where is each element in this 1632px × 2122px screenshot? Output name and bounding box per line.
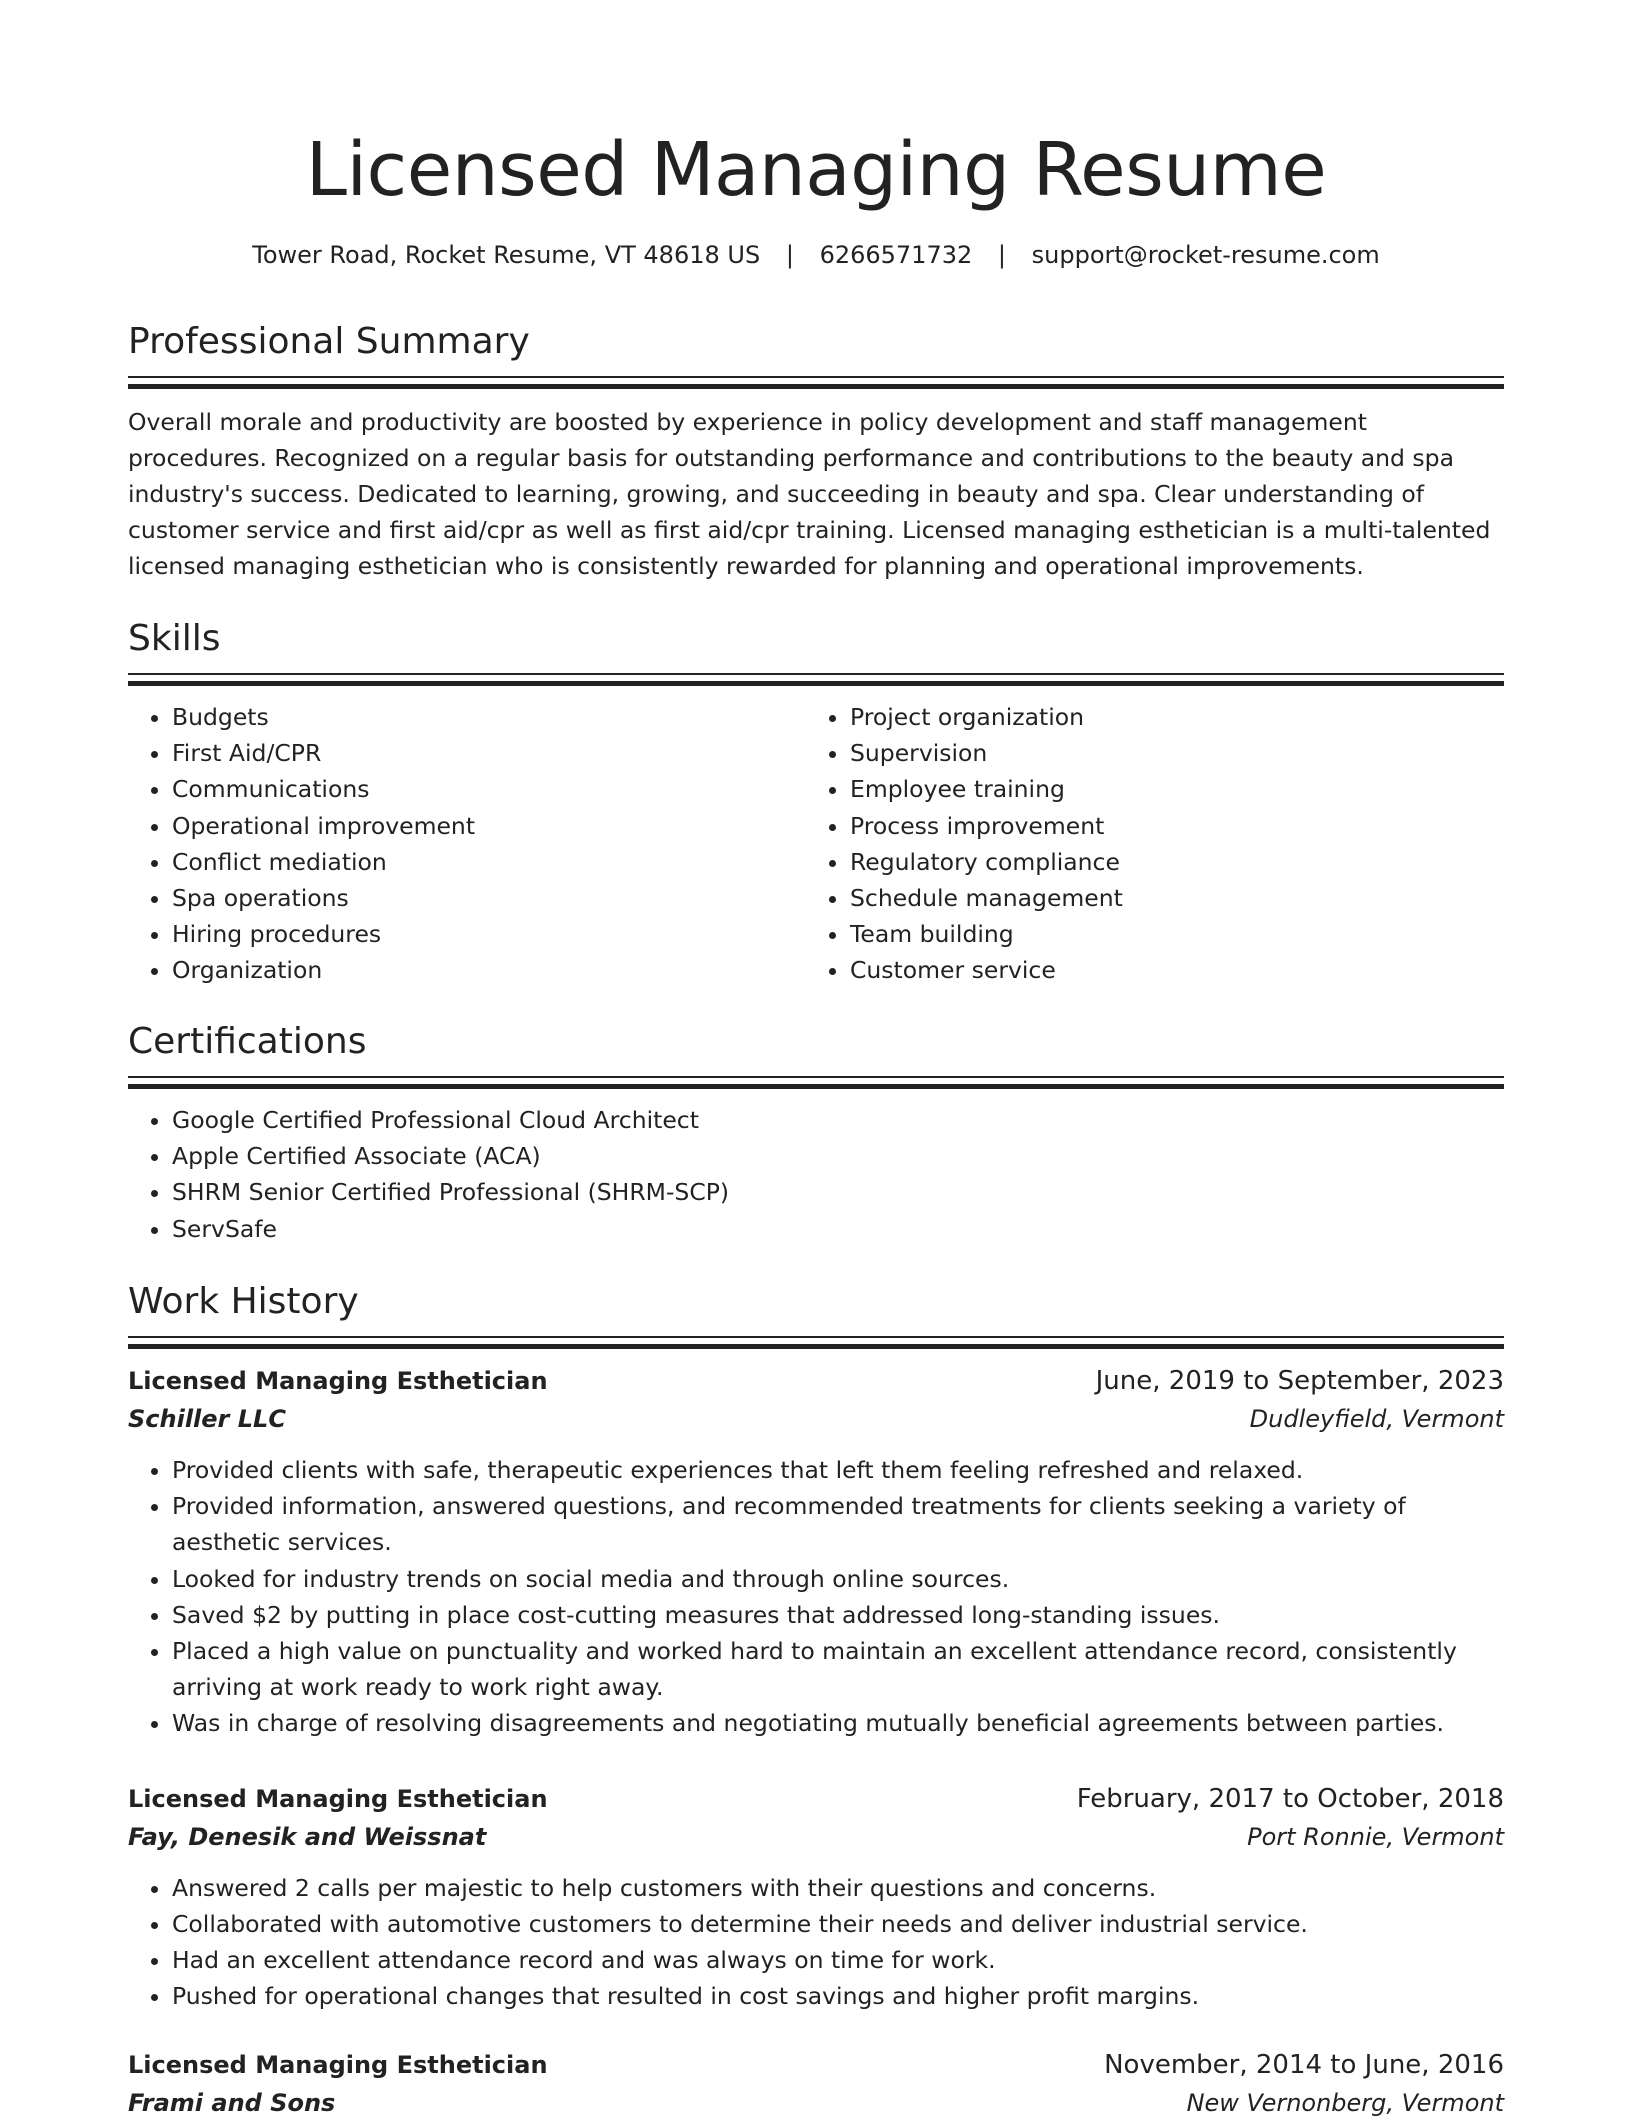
job-bullets <box>128 1870 1504 2015</box>
job-location: Port Ronnie, Vermont <box>1247 1822 1504 1851</box>
skill-item: • Spa operations <box>172 880 806 916</box>
skills-list-right <box>806 699 1484 989</box>
summary-text: Overall morale and productivity are boosted by experience in policy development and staff management procedures. Recognized on a regular basis for outstanding performance and contributions to the beauty and spa industry's success. Dedicated to learning, growing, and succeeding in beauty and spa. Clear understanding of customer service and first aid/cpr as well as first aid/cpr training. Licensed managing esthetician is a multi-talented licensed managing esthetician who is consistently rewarded for planning and operational improvements. <box>128 408 1491 580</box>
skill-item: • Budgets <box>172 699 806 735</box>
job-subheader <box>128 1400 1504 1438</box>
skill-item: • Regulatory compliance <box>850 844 1484 880</box>
job-header <box>128 2046 1504 2084</box>
section-divider <box>128 1336 1504 1348</box>
job-bullets <box>128 1452 1504 1742</box>
skill-item: • Communications <box>172 771 806 807</box>
job-header <box>128 1362 1504 1400</box>
skill-item: • Customer service <box>850 952 1484 988</box>
certifications-section <box>128 1018 1504 1247</box>
job-title: Licensed Managing Esthetician <box>128 2051 548 2080</box>
job-entry <box>128 2046 1504 2122</box>
work-history-heading: Work History <box>128 1281 359 1322</box>
certification-item: • SHRM Senior Certified Professional (SHRM-SCP) <box>172 1174 1504 1210</box>
job-title: Licensed Managing Esthetician <box>128 1784 548 1813</box>
certifications-list <box>128 1102 1504 1247</box>
job-bullet: • Provided information, answered questions, and recommended treatments for clients seeking a variety of aesthetic services. <box>172 1488 1504 1560</box>
skill-item: • First Aid/CPR <box>172 735 806 771</box>
skills-heading: Skills <box>128 618 221 659</box>
job-bullet: • Had an excellent attendance record and was always on time for work. <box>172 1942 1504 1978</box>
resume-page <box>128 0 1504 2118</box>
skill-item: • Operational improvement <box>172 808 806 844</box>
skill-item: • Schedule management <box>850 880 1484 916</box>
skills-list-left <box>128 699 806 989</box>
job-location: Dudleyfield, Vermont <box>1249 1405 1504 1433</box>
certification-item: • Google Certified Professional Cloud Architect <box>172 1102 1504 1138</box>
job-bullet: • Answered 2 calls per majestic to help customers with their questions and concerns. <box>172 1870 1504 1906</box>
skill-item: • Hiring procedures <box>172 916 806 952</box>
job-subheader <box>128 1818 1504 1856</box>
skill-item: • Organization <box>172 952 806 988</box>
skill-item: • Employee training <box>850 771 1484 807</box>
job-dates: February, 2017 to October, 2018 <box>1076 1783 1504 1814</box>
work-history-section <box>128 1278 1504 2122</box>
resume-name: Licensed Managing Resume <box>305 127 1327 213</box>
job-company: Schiller LLC <box>128 1405 286 1433</box>
contact-phone: 6266571732 <box>819 241 973 269</box>
job-entry <box>128 1362 1504 1742</box>
job-bullet: • Was in charge of resolving disagreements and negotiating mutually beneficial agreements between parties. <box>172 1705 1504 1741</box>
contact-separator: | <box>785 241 794 269</box>
job-location: New Vernonberg, Vermont <box>1186 2089 1504 2118</box>
job-bullet: • Pushed for operational changes that resulted in cost savings and higher profit margins. <box>172 1978 1504 2014</box>
skills-columns <box>128 685 1504 989</box>
skills-section <box>128 615 1504 989</box>
certification-item: • Apple Certified Associate (ACA) <box>172 1138 1504 1174</box>
job-header <box>128 1780 1504 1818</box>
job-bullet: • Provided clients with safe, therapeutic experiences that left them feeling refreshed and relaxed. <box>172 1452 1504 1488</box>
job-company: Frami and Sons <box>128 2089 336 2118</box>
job-bullet: • Saved $2 by putting in place cost-cutting measures that addressed long-standing issues. <box>172 1597 1504 1633</box>
job-bullet: • Collaborated with automotive customers to determine their needs and deliver industrial service. <box>172 1906 1504 1942</box>
skill-item: • Supervision <box>850 735 1484 771</box>
job-bullet: • Placed a high value on punctuality and worked hard to maintain an excellent attendance record, consistently arriving at work ready to work right away. <box>172 1633 1504 1705</box>
skill-item: • Project organization <box>850 699 1484 735</box>
job-title: Licensed Managing Esthetician <box>128 1367 548 1395</box>
job-company: Fay, Denesik and Weissnat <box>128 1822 487 1851</box>
section-divider <box>128 1076 1504 1088</box>
job-dates: November, 2014 to June, 2016 <box>1104 2050 1504 2081</box>
section-divider <box>128 376 1504 388</box>
skill-item: • Conflict mediation <box>172 844 806 880</box>
contact-separator: | <box>997 241 1006 269</box>
summary-heading: Professional Summary <box>128 321 530 362</box>
section-divider <box>128 673 1504 685</box>
job-entry <box>128 1780 1504 2015</box>
skill-item: • Process improvement <box>850 808 1484 844</box>
certifications-heading: Certifications <box>128 1021 367 1062</box>
contact-address: Tower Road, Rocket Resume, VT 48618 US <box>252 241 761 269</box>
certification-item: • ServSafe <box>172 1211 1504 1247</box>
job-bullet: • Looked for industry trends on social media and through online sources. <box>172 1561 1504 1597</box>
job-dates: June, 2019 to September, 2023 <box>1095 1366 1504 1396</box>
contact-line <box>128 238 1504 272</box>
contact-email: support@rocket-resume.com <box>1031 241 1380 269</box>
job-subheader <box>128 2084 1504 2122</box>
summary-section <box>128 318 1504 584</box>
skill-item: • Team building <box>850 916 1484 952</box>
